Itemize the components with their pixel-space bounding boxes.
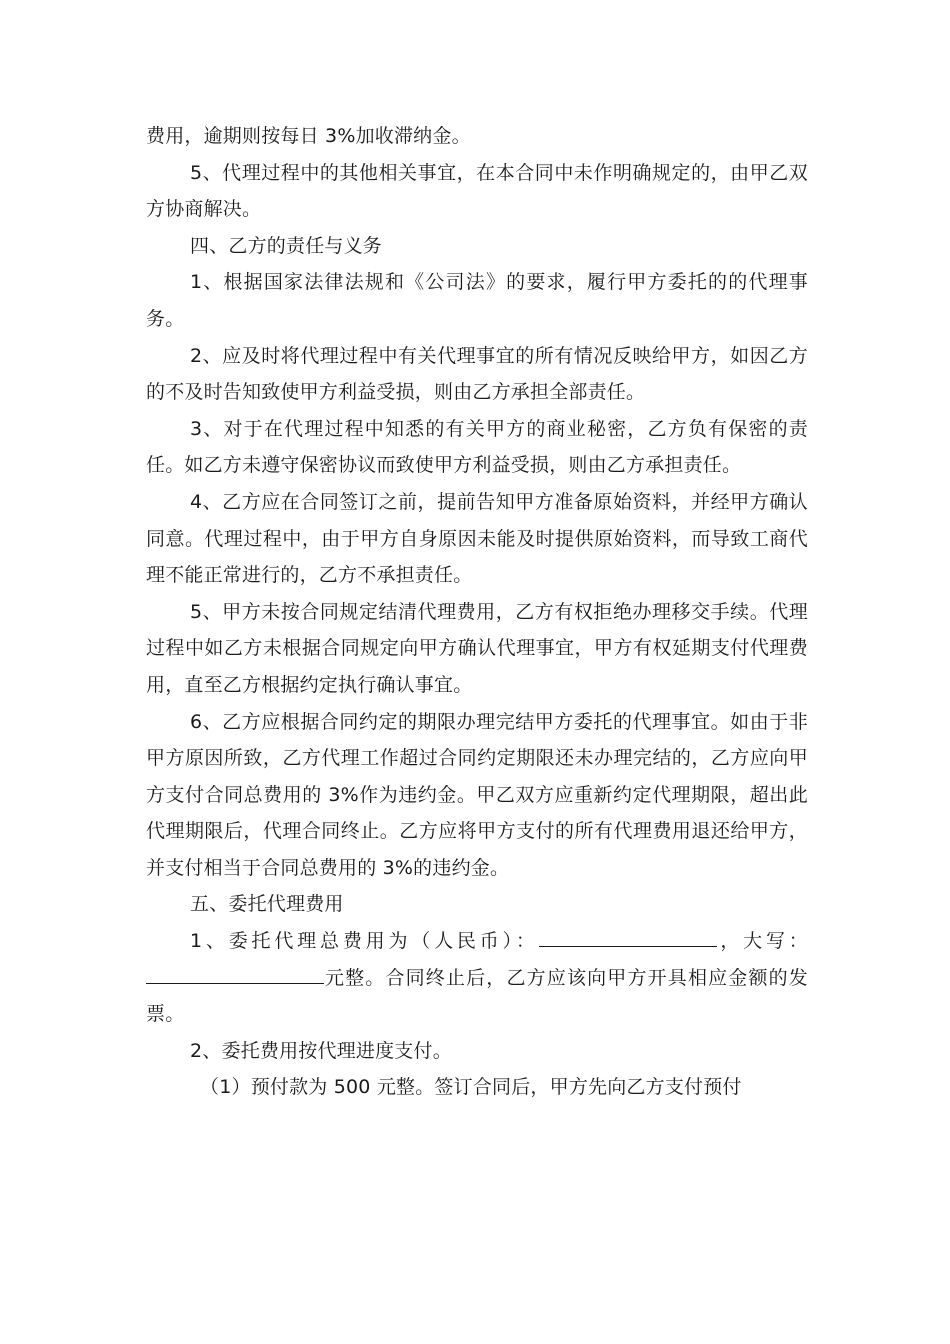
fee-amount-blank[interactable]: [539, 928, 717, 947]
document-body: [146, 118, 808, 1106]
fee-uppercase-blank[interactable]: [146, 965, 324, 984]
paragraph-prepayment: （1）预付款为 500 元整。签订合同后，甲方先向乙方支付预付: [200, 1076, 742, 1099]
fee-total-tail: 元整。合同终止后，乙方应该向甲方开具相应金额的发票。: [146, 966, 808, 1026]
paragraph-duty-3: 3、对于在代理过程中知悉的有关甲方的商业秘密，乙方负有保密的责任。如乙方未遵守保密协议而致使甲方利益受损，则由乙方承担责任。: [146, 417, 808, 477]
paragraph-duty-2: 2、应及时将代理过程中有关代理事宜的所有情况反映给甲方，如因乙方的不及时告知致使甲方利益受损，则由乙方承担全部责任。: [146, 344, 808, 404]
paragraph-late-fee: 费用，逾期则按每日 3%加收滞纳金。: [146, 125, 471, 147]
paragraph-fee-total: [146, 923, 808, 1033]
paragraph-duty-1: 1、根据国家法律法规和《公司法》的要求，履行甲方委托的的代理事务。: [146, 271, 808, 330]
paragraph-duty-5: 5、甲方未按合同规定结清代理费用，乙方有权拒绝办理移交手续。代理过程中如乙方未根据合同规定向甲方确认代理事宜，甲方有权延期支付代理费用，直至乙方根据约定执行确认事宜。: [146, 600, 808, 696]
paragraph-duty-4: 4、乙方应在合同签订之前，提前告知甲方准备原始资料，并经甲方确认同意。代理过程中，由于甲方自身原因未能及时提供原始资料，而导致工商代理不能正常进行的，乙方不承担责任。: [146, 490, 808, 587]
paragraph-duty-6: 6、乙方应根据合同约定的期限办理完结甲方委托的代理事宜。如由于非甲方原因所致，乙方代理工作超过合同约定期限还未办理完结的，乙方应向甲方支付合同总费用的 3%作为违约金。甲乙双方应重新约定代理期限，超出此代理期限后，代理合同终止。乙方应将甲方支付的所有代理费用退还给甲方，并支付相当于合同总费用的 3%的违约金。: [146, 710, 808, 879]
paragraph-clause-5-other-matters: 5、代理过程中的其他相关事宜，在本合同中未作明确规定的，由甲乙双方协商解决。: [146, 161, 808, 221]
paragraph-fee-progress: 2、委托费用按代理进度支付。: [190, 1039, 452, 1062]
fee-uppercase-label: ，大写：: [716, 930, 808, 953]
section-heading-agency-fees: 五、委托代理费用: [190, 893, 344, 916]
section-heading-party-b-duties: 四、乙方的责任与义务: [190, 234, 383, 257]
fee-total-label: 1、委托代理总费用为（人民币）：: [190, 930, 539, 953]
